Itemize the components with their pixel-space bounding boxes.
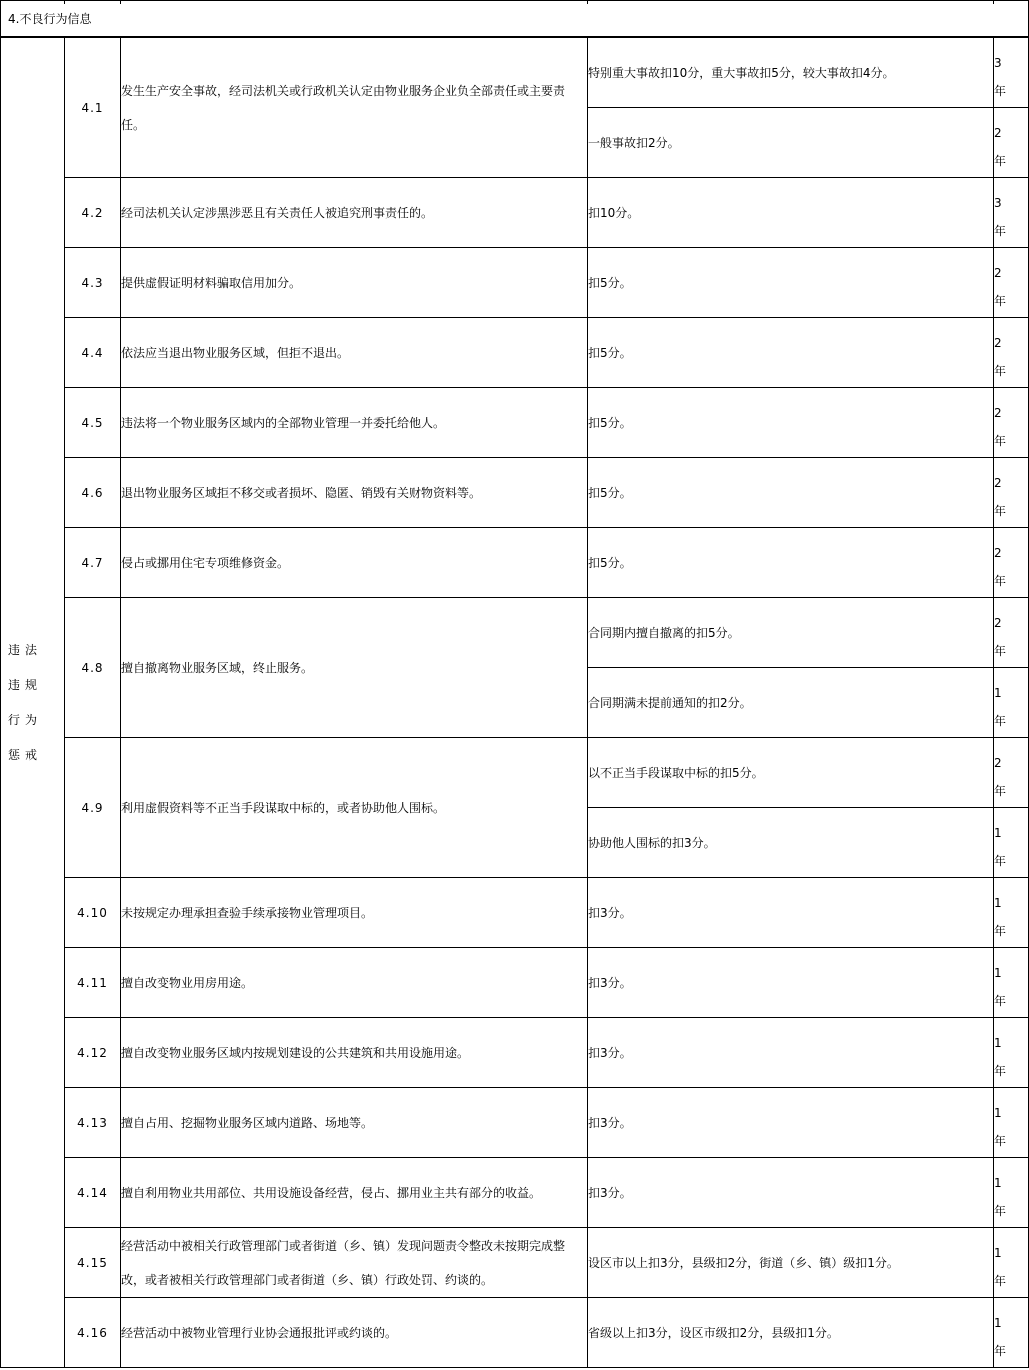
table-row — [1, 388, 1029, 458]
deduction-rule: 扣5分。 — [588, 458, 994, 528]
validity-years: 1 — [994, 1316, 1002, 1330]
item-description: 侵占或挪用住宅专项维修资金。 — [121, 528, 588, 598]
validity-years: 2 — [994, 616, 1002, 630]
validity-period — [994, 178, 1029, 248]
validity-years: 1 — [994, 1036, 1002, 1050]
validity-years: 3 — [994, 56, 1002, 70]
item-description: 退出物业服务区域拒不移交或者损坏、隐匿、销毁有关财物资料等。 — [121, 458, 588, 528]
column-divider-tick — [64, 0, 65, 4]
deduction-rule: 扣5分。 — [588, 248, 994, 318]
year-unit: 年 — [994, 154, 1007, 168]
validity-period — [994, 388, 1029, 458]
validity-years: 2 — [994, 546, 1002, 560]
deduction-rule: 扣5分。 — [588, 388, 994, 458]
validity-period — [994, 1158, 1029, 1228]
validity-period — [994, 1228, 1029, 1298]
column-divider-tick — [993, 0, 994, 4]
item-description: 擅自撤离物业服务区域，终止服务。 — [121, 598, 588, 738]
table-row — [1, 1018, 1029, 1088]
year-unit: 年 — [994, 994, 1007, 1008]
year-unit: 年 — [994, 364, 1007, 378]
year-unit: 年 — [994, 1344, 1007, 1358]
deduction-rule: 扣3分。 — [588, 1088, 994, 1158]
table-row — [1, 878, 1029, 948]
item-description: 经营活动中被相关行政管理部门或者街道（乡、镇）发现问题责令整改未按期完成整改，或者被相关行政管理部门或者街道（乡、镇）行政处罚、约谈的。 — [121, 1228, 588, 1298]
validity-years: 2 — [994, 336, 1002, 350]
validity-years: 1 — [994, 826, 1002, 840]
validity-period — [994, 1298, 1029, 1368]
validity-years: 2 — [994, 756, 1002, 770]
validity-period — [994, 598, 1029, 668]
item-number: 4.6 — [65, 458, 121, 528]
validity-years: 1 — [994, 686, 1002, 700]
table-row — [1, 598, 1029, 668]
penalty-table-body — [1, 38, 1029, 1368]
year-unit: 年 — [994, 924, 1007, 938]
deduction-rule: 以不正当手段谋取中标的扣5分。 — [588, 738, 994, 808]
year-unit: 年 — [994, 84, 1007, 98]
deduction-rule: 合同期满未提前通知的扣2分。 — [588, 668, 994, 738]
validity-period — [994, 948, 1029, 1018]
deduction-rule: 特别重大事故扣10分，重大事故扣5分，较大事故扣4分。 — [588, 38, 994, 108]
deduction-rule: 扣3分。 — [588, 1158, 994, 1228]
item-description: 发生生产安全事故，经司法机关或行政机关认定由物业服务企业负全部责任或主要责任。 — [121, 38, 588, 178]
table-row — [1, 1158, 1029, 1228]
validity-years: 2 — [994, 476, 1002, 490]
validity-period — [994, 878, 1029, 948]
validity-period — [994, 248, 1029, 318]
item-number: 4.7 — [65, 528, 121, 598]
year-unit: 年 — [994, 784, 1007, 798]
year-unit: 年 — [994, 1134, 1007, 1148]
category-cell — [1, 38, 65, 1368]
item-description: 擅自改变物业用房用途。 — [121, 948, 588, 1018]
table-row — [1, 178, 1029, 248]
validity-years: 2 — [994, 266, 1002, 280]
item-number: 4.3 — [65, 248, 121, 318]
year-unit: 年 — [994, 854, 1007, 868]
item-number: 4.4 — [65, 318, 121, 388]
section-title: 4.不良行为信息 — [8, 12, 92, 26]
item-number: 4.11 — [65, 948, 121, 1018]
year-unit: 年 — [994, 434, 1007, 448]
year-unit: 年 — [994, 644, 1007, 658]
item-number: 4.15 — [65, 1228, 121, 1298]
validity-period — [994, 108, 1029, 178]
validity-period — [994, 738, 1029, 808]
column-divider-tick — [120, 0, 121, 4]
item-description: 依法应当退出物业服务区域，但拒不退出。 — [121, 318, 588, 388]
deduction-rule: 扣5分。 — [588, 528, 994, 598]
table-row — [1, 738, 1029, 808]
deduction-rule: 合同期内擅自撤离的扣5分。 — [588, 598, 994, 668]
year-unit: 年 — [994, 504, 1007, 518]
table-row — [1, 248, 1029, 318]
year-unit: 年 — [994, 1064, 1007, 1078]
item-number: 4.14 — [65, 1158, 121, 1228]
deduction-rule: 扣3分。 — [588, 878, 994, 948]
penalty-table — [0, 37, 1029, 1368]
item-description: 未按规定办理承担查验手续承接物业管理项目。 — [121, 878, 588, 948]
year-unit: 年 — [994, 714, 1007, 728]
item-number: 4.2 — [65, 178, 121, 248]
item-description: 违法将一个物业服务区域内的全部物业管理一并委托给他人。 — [121, 388, 588, 458]
item-number: 4.1 — [65, 38, 121, 178]
table-row — [1, 1088, 1029, 1158]
table-row — [1, 1228, 1029, 1298]
table-row — [1, 38, 1029, 108]
table-row — [1, 948, 1029, 1018]
validity-years: 1 — [994, 1176, 1002, 1190]
table-row — [1, 318, 1029, 388]
item-description: 提供虚假证明材料骗取信用加分。 — [121, 248, 588, 318]
deduction-rule: 省级以上扣3分，设区市级扣2分，县级扣1分。 — [588, 1298, 994, 1368]
validity-years: 3 — [994, 196, 1002, 210]
validity-period — [994, 808, 1029, 878]
validity-period — [994, 1018, 1029, 1088]
table-row — [1, 528, 1029, 598]
table-row — [1, 1298, 1029, 1368]
column-divider-tick — [587, 0, 588, 4]
item-number: 4.10 — [65, 878, 121, 948]
deduction-rule: 扣3分。 — [588, 948, 994, 1018]
item-number: 4.8 — [65, 598, 121, 738]
deduction-rule: 协助他人围标的扣3分。 — [588, 808, 994, 878]
validity-years: 1 — [994, 966, 1002, 980]
deduction-rule: 扣5分。 — [588, 318, 994, 388]
item-number: 4.13 — [65, 1088, 121, 1158]
section-header-row — [0, 0, 1029, 37]
validity-period — [994, 318, 1029, 388]
item-number: 4.5 — [65, 388, 121, 458]
validity-period — [994, 458, 1029, 528]
validity-years: 1 — [994, 1246, 1002, 1260]
validity-period — [994, 38, 1029, 108]
validity-years: 2 — [994, 406, 1002, 420]
validity-period — [994, 528, 1029, 598]
validity-years: 1 — [994, 896, 1002, 910]
item-description: 擅自改变物业服务区域内按规划建设的公共建筑和共用设施用途。 — [121, 1018, 588, 1088]
validity-years: 2 — [994, 126, 1002, 140]
category-label: 违法违规行为惩戒 — [8, 642, 43, 762]
validity-period — [994, 1088, 1029, 1158]
item-description: 经营活动中被物业管理行业协会通报批评或约谈的。 — [121, 1298, 588, 1368]
year-unit: 年 — [994, 294, 1007, 308]
item-number: 4.12 — [65, 1018, 121, 1088]
deduction-rule: 扣10分。 — [588, 178, 994, 248]
validity-period — [994, 668, 1029, 738]
item-description: 利用虚假资料等不正当手段谋取中标的，或者协助他人围标。 — [121, 738, 588, 878]
item-number: 4.9 — [65, 738, 121, 878]
deduction-rule: 设区市以上扣3分，县级扣2分，街道（乡、镇）级扣1分。 — [588, 1228, 994, 1298]
deduction-rule: 扣3分。 — [588, 1018, 994, 1088]
item-description: 擅自利用物业共用部位、共用设施设备经营，侵占、挪用业主共有部分的收益。 — [121, 1158, 588, 1228]
validity-years: 1 — [994, 1106, 1002, 1120]
year-unit: 年 — [994, 224, 1007, 238]
item-description: 经司法机关认定涉黑涉恶且有关责任人被追究刑事责任的。 — [121, 178, 588, 248]
item-description: 擅自占用、挖掘物业服务区域内道路、场地等。 — [121, 1088, 588, 1158]
item-number: 4.16 — [65, 1298, 121, 1368]
year-unit: 年 — [994, 1274, 1007, 1288]
deduction-rule: 一般事故扣2分。 — [588, 108, 994, 178]
year-unit: 年 — [994, 574, 1007, 588]
year-unit: 年 — [994, 1204, 1007, 1218]
table-row — [1, 458, 1029, 528]
